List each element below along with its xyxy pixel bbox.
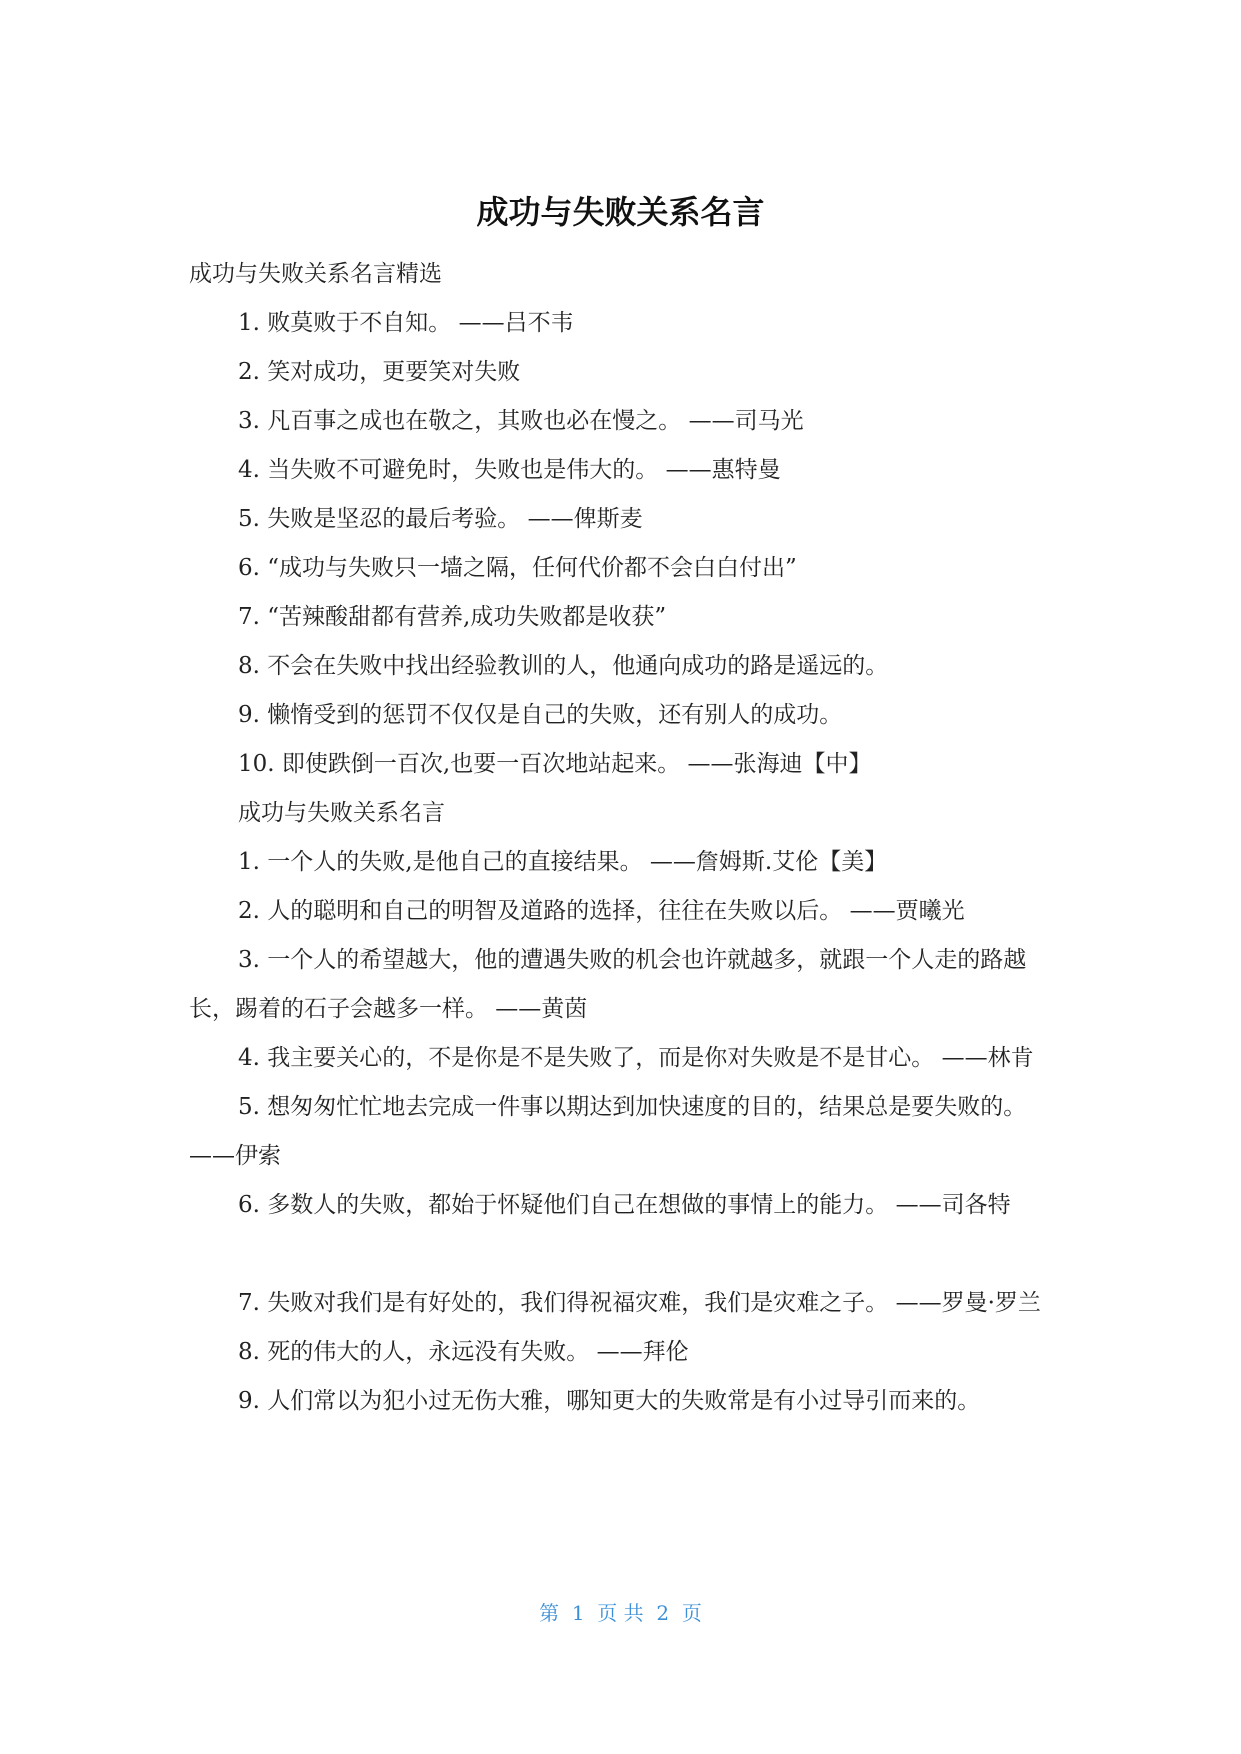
- quote-item: 7. “苦辣酸甜都有营养,成功失败都是收获”: [238, 604, 667, 630]
- quote-item: 8. 不会在失败中找出经验教训的人，他通向成功的路是遥远的。: [238, 653, 889, 679]
- quote-item: 1. 败莫败于不自知。 ——吕不韦: [238, 310, 574, 336]
- quote-item: 9. 懒惰受到的惩罚不仅仅是自己的失败，还有别人的成功。: [238, 702, 843, 728]
- quote-item: 2. 人的聪明和自己的明智及道路的选择，往往在失败以后。 ——贾曦光: [238, 898, 965, 924]
- section-heading: 成功与失败关系名言: [238, 800, 445, 826]
- quote-item: 5. 失败是坚忍的最后考验。 ——俾斯麦: [238, 506, 643, 532]
- quote-item: 9. 人们常以为犯小过无伤大雅，哪知更大的失败常是有小过导引而来的。: [238, 1388, 981, 1414]
- paragraph-gap: [189, 1230, 1051, 1279]
- quote-item: 3. 凡百事之成也在敬之，其败也必在慢之。 ——司马光: [238, 408, 804, 434]
- quote-item: 4. 我主要关心的，不是你是不是失败了，而是你对失败是不是甘心。 ——林肯: [238, 1045, 1034, 1071]
- quote-item: 1. 一个人的失败,是他自己的直接结果。 ——詹姆斯.艾伦【美】: [238, 849, 888, 875]
- quote-item: 8. 死的伟大的人，永远没有失败。 ——拜伦: [238, 1339, 689, 1365]
- quote-item: 3. 一个人的希望越大，他的遭遇失败的机会也许就越多，就跟一个人走的路越长，踢着的石子会越多一样。 ——黄茵: [189, 947, 1027, 1022]
- quote-item: 6. “成功与失败只一墙之隔，任何代价都不会白白付出”: [238, 555, 797, 581]
- document-title: 成功与失败关系名言: [476, 193, 765, 231]
- quote-item: 2. 笑对成功，更要笑对失败: [238, 359, 521, 385]
- section-heading: 成功与失败关系名言精选: [189, 261, 442, 287]
- quote-item: 6. 多数人的失败，都始于怀疑他们自己在想做的事情上的能力。 ——司各特: [238, 1192, 1011, 1218]
- quote-item: 10. 即使跌倒一百次,也要一百次地站起来。 ——张海迪【中】: [238, 751, 872, 777]
- quote-item: 4. 当失败不可避免时，失败也是伟大的。 ——惠特曼: [238, 457, 781, 483]
- document-body: [189, 250, 1051, 1426]
- quote-item: 7. 失败对我们是有好处的，我们得祝福灾难，我们是灾难之子。 ——罗曼·罗兰: [238, 1290, 1041, 1316]
- page-number-footer: 第 1 页 共 2 页: [539, 1601, 702, 1625]
- quote-item: 5. 想匆匆忙忙地去完成一件事以期达到加快速度的目的，结果总是要失败的。 ——伊索: [189, 1094, 1027, 1169]
